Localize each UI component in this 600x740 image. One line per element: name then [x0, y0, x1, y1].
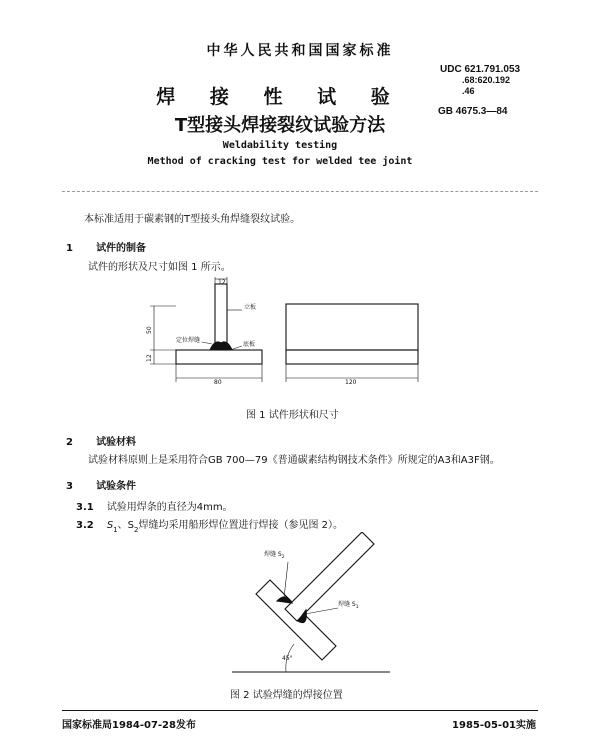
- section-1-text: 试件的形状及尺寸如图 1 所示。: [88, 262, 231, 273]
- label-weld-s2: 焊缝 $S_2$: [264, 551, 285, 560]
- udc-block: [440, 64, 520, 97]
- clause-weld-s-sub1: 1: [113, 526, 118, 535]
- figure-2-caption: 图 2 试验焊缝的焊接位置: [230, 690, 343, 701]
- effective-date: 1985-05-01实施: [452, 720, 536, 731]
- dim-thickness-label: 12: [218, 279, 226, 286]
- title-cn-line2: T型接头焊接裂纹试验方法: [174, 115, 386, 136]
- clause-text: 试验用焊条的直径为4mm。: [106, 502, 233, 513]
- clause-3-1: [76, 495, 233, 514]
- issued-date: 国家标准局1984-07-28发布: [62, 720, 196, 731]
- udc-code-3: .46: [462, 86, 475, 96]
- title-en-line2: Method of cracking test for welded tee joint: [147, 156, 413, 167]
- section-2-text: 试验材料原则上是采用符合GB 700—79《普通碳素结构钢技术条件》所规定的A3和A3F钢。: [88, 455, 500, 466]
- section-1-heading: [66, 236, 146, 255]
- gb-number: GB 4675.3—84: [438, 106, 508, 117]
- dim-base-thickness-label: 12: [146, 354, 153, 362]
- section-3-heading: [66, 474, 136, 493]
- udc-code-2: .68:620.192: [462, 75, 511, 85]
- footer-divider: [62, 710, 538, 711]
- header-divider: [62, 191, 538, 192]
- section-title: 试验材料: [96, 437, 137, 448]
- title-cn-line1: 焊 接 性 试 验: [156, 86, 404, 108]
- side-view-base-plate: [286, 350, 418, 364]
- figure-1-diagram: [140, 276, 440, 396]
- clause-number: 3.2: [76, 520, 94, 531]
- label-weld-s1: 焊缝 $S_1$: [338, 601, 359, 610]
- tack-weld: [210, 342, 232, 350]
- section-number: 3: [66, 481, 73, 492]
- country-standard-heading: 中华人民共和国国家标准: [206, 43, 394, 59]
- section-number: 1: [66, 243, 73, 254]
- clause-weld-s-sub2: 2: [134, 526, 139, 535]
- clause-weld-s: S: [106, 520, 114, 531]
- clause-weld-mid: 、S: [117, 520, 134, 531]
- clause-number: 3.1: [76, 502, 94, 513]
- section-title: 试件的制备: [96, 243, 147, 254]
- title-en-line1: Weldability testing: [222, 140, 338, 151]
- intro-paragraph: 本标准适用于碳素钢的T型接头角焊缝裂纹试验。: [84, 214, 301, 225]
- figure-1-caption: 图 1 试件形状和尺寸: [246, 410, 339, 421]
- label-vertical-plate: 立板: [244, 304, 257, 311]
- section-title: 试验条件: [96, 481, 137, 492]
- dim-height-label: 50: [146, 326, 153, 334]
- vertical-plate-rotated: [285, 532, 374, 621]
- dim-width-label: 80: [214, 379, 222, 386]
- label-base-plate: 底板: [243, 341, 256, 348]
- angle-label: 45°: [282, 655, 293, 662]
- base-plate: [176, 350, 262, 364]
- clause-text: 焊缝均采用船形焊位置进行焊接（参见图 2）。: [138, 520, 344, 531]
- section-2-heading: [66, 430, 136, 449]
- section-number: 2: [66, 437, 73, 448]
- side-view-vertical-plate: [286, 304, 418, 350]
- udc-code-1: 621.791.053: [464, 64, 521, 75]
- udc-label: UDC: [440, 64, 462, 75]
- vertical-plate: [215, 284, 227, 350]
- figure-2-diagram: [228, 532, 394, 678]
- clause-3-2: [76, 513, 343, 534]
- label-tack-weld: 定位焊缝: [176, 337, 201, 344]
- dim-length-label: 120: [345, 379, 357, 386]
